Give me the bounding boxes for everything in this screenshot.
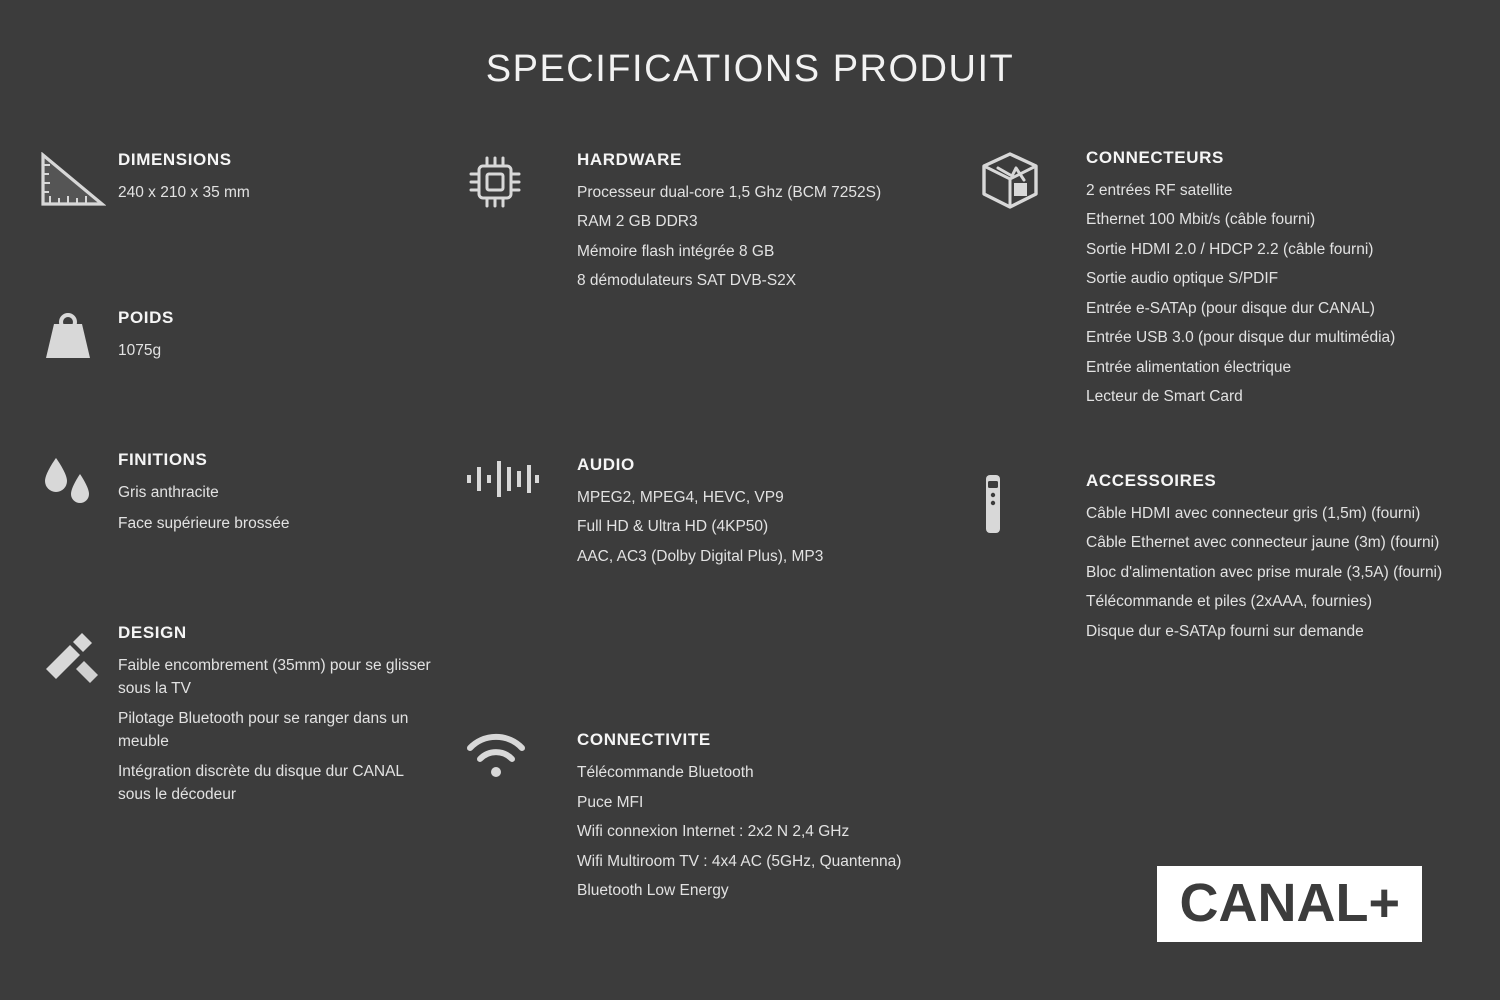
spec-line: Bloc d'alimentation avec prise murale (3,5A) (fourni) [1086,563,1443,581]
spec-block-connectivite [465,730,955,909]
spec-block-body [118,308,440,362]
spec-block-body [118,150,440,204]
remote-control-icon [978,471,1086,537]
spec-block-body [577,150,955,300]
spec-line: 1075g [118,342,162,359]
spec-block-accessoires [978,471,1478,650]
spec-line: 2 entrées RF satellite [1086,182,1233,199]
spec-title: CONNECTEURS [1086,148,1224,167]
spec-line: Full HD & Ultra HD (4KP50) [577,518,769,536]
spec-line: Entrée alimentation électrique [1086,358,1292,376]
weight-icon [40,308,118,362]
spec-block-connecteurs [978,148,1478,416]
pencil-ruler-icon [40,623,118,683]
spec-title: AUDIO [577,454,635,474]
spec-block-finitions [40,450,440,535]
spec-block-body [1086,148,1478,416]
spec-line: Sortie audio optique S/PDIF [1086,270,1279,288]
spec-block-body [577,730,955,909]
spec-line: Mémoire flash intégrée 8 GB [577,242,775,260]
spec-line: Télécommande et piles (2xAAA, fournies) [1086,593,1373,611]
spec-line: Sortie HDMI 2.0 / HDCP 2.2 (câble fourni) [1086,240,1374,258]
wifi-icon [465,730,577,780]
spec-line: Bluetooth Low Energy [577,882,729,900]
spec-line: 8 démodulateurs SAT DVB-S2X [577,272,797,290]
spec-line: Lecteur de Smart Card [1086,388,1243,406]
column-left [40,150,440,806]
water-drops-icon [40,450,118,508]
spec-line: Ethernet 100 Mbit/s (câble fourni) [1086,211,1316,229]
spec-title: ACCESSOIRES [1086,470,1217,490]
ruler-triangle-icon [40,150,118,208]
spec-line: Intégration discrète du disque dur CANAL sous le décodeur [118,763,404,803]
spec-line: Face supérieure brossée [118,514,290,532]
spec-line: Wifi connexion Internet : 2x2 N 2,4 GHz [577,823,850,841]
spec-block-body [577,455,955,575]
page-title: SPECIFICATIONS PRODUIT [485,48,1015,90]
spec-line: Gris anthracite [118,484,219,502]
spec-line: Entrée USB 3.0 (pour disque dur multimédia) [1086,329,1396,347]
spec-block-body [118,450,440,535]
spec-line: Disque dur e-SATAp fourni sur demande [1086,622,1364,640]
spec-line: Wifi Multiroom TV : 4x4 AC (5GHz, Quantenna) [577,852,902,870]
canal-plus-logo: CANAL+ [1157,866,1422,942]
spec-title: HARDWARE [577,150,682,169]
spec-block-hardware [465,150,955,300]
column-right [978,148,1478,650]
spec-line: Pilotage Bluetooth pour se ranger dans un meuble [118,710,409,750]
spec-line: Faible encombrement (35mm) pour se glisser sous la TV [118,657,431,697]
spec-title: POIDS [118,308,174,327]
spec-line: Télécommande Bluetooth [577,764,754,782]
spec-line: Puce MFI [577,793,644,811]
spec-title: FINITIONS [118,450,208,470]
spec-line: AAC, AC3 (Dolby Digital Plus), MP3 [577,547,824,565]
spec-line: Entrée e-SATAp (pour disque dur CANAL) [1086,299,1375,317]
audio-waveform-icon [465,455,577,501]
column-middle [465,150,955,910]
box-plug-icon [978,148,1086,212]
spec-line: MPEG2, MPEG4, HEVC, VP9 [577,488,784,506]
spec-block-audio [465,455,955,575]
spec-block-design [40,623,440,806]
spec-title: DESIGN [118,623,187,643]
spec-line: Câble HDMI avec connecteur gris (1,5m) (fourni) [1086,504,1421,522]
spec-line: Câble Ethernet avec connecteur jaune (3m) (fourni) [1086,534,1440,552]
spec-title: CONNECTIVITE [577,730,711,750]
spec-block-dimensions [40,150,440,208]
spec-title: DIMENSIONS [118,150,232,169]
spec-line: RAM 2 GB DDR3 [577,213,698,231]
spec-line: Processeur dual-core 1,5 Ghz (BCM 7252S) [577,184,882,201]
spec-line: 240 x 210 x 35 mm [118,184,250,201]
spec-block-body [1086,471,1478,650]
cpu-chip-icon [465,150,577,212]
spec-block-poids [40,308,440,362]
spec-block-body [118,623,440,806]
